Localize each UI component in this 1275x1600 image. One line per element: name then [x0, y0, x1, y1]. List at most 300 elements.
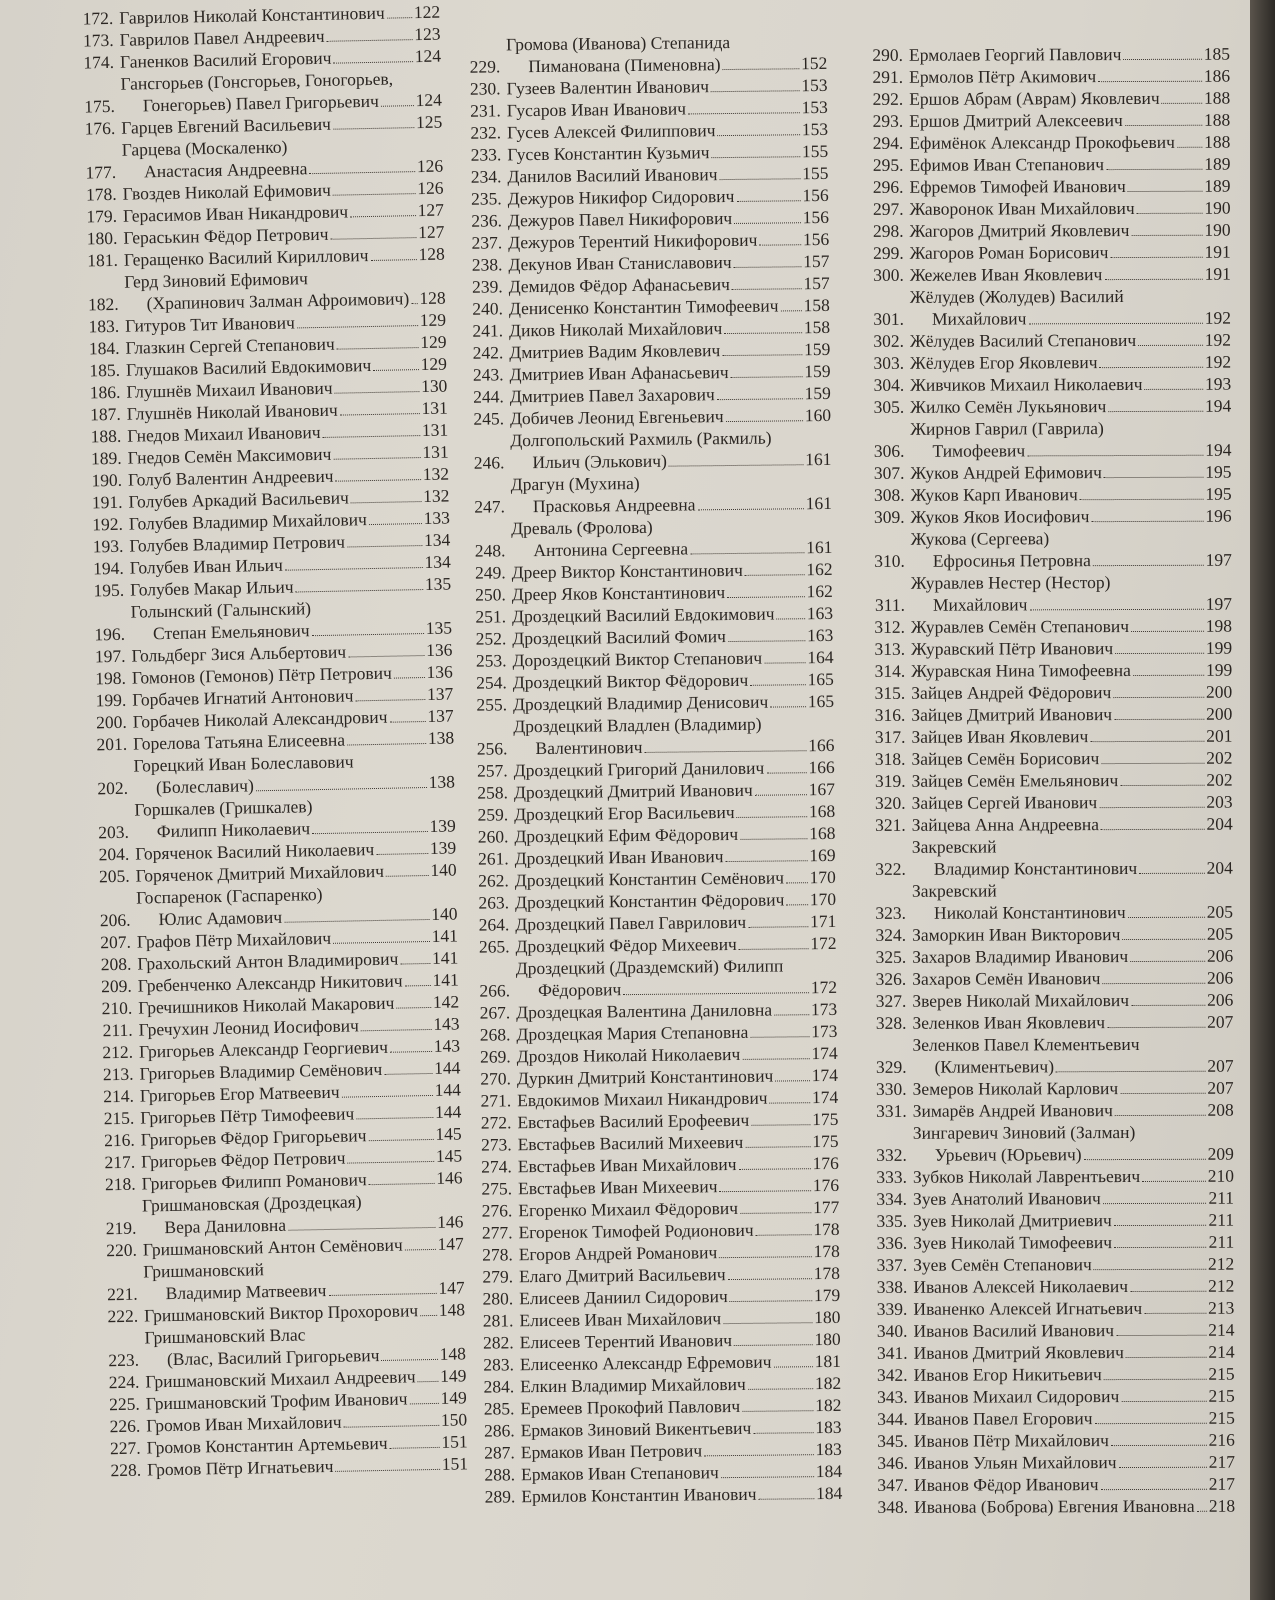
page-number: 216 [1208, 1429, 1235, 1450]
dot-leader [753, 1432, 813, 1434]
entry-number: 182. [87, 293, 119, 315]
entry-name: Госпаренок (Гаспаренко) [135, 884, 323, 908]
page-number: 128 [419, 287, 446, 309]
entry-name: Горяченок Дмитрий Михайлович [135, 860, 385, 886]
entry-number: 220. [106, 1239, 138, 1261]
entry-number: 279. [482, 1266, 514, 1287]
dot-leader [669, 464, 803, 466]
entry-name-continued: Фёдорович [537, 979, 622, 1001]
dot-leader [1098, 81, 1202, 82]
entry-name: Жирнов Гаврил (Гаврила) [910, 418, 1104, 439]
entry-name: Ермаков Иван Петрович [520, 1440, 703, 1463]
dot-leader [1102, 983, 1205, 984]
index-entry [847, 615, 1232, 638]
page-number: 157 [803, 272, 830, 294]
entry-number: 177. [85, 161, 117, 183]
entry-name: Гнедов Семён Максимович [127, 443, 332, 468]
entry-name: Гребенченко Александр Никитович [137, 970, 403, 996]
entry-number: 346. [877, 1452, 908, 1473]
index-entry [846, 197, 1231, 220]
entry-number: 243. [472, 364, 504, 385]
page-number: 200 [1205, 681, 1233, 702]
index-entry [846, 461, 1231, 484]
page-number: 197 [1205, 593, 1232, 614]
dot-leader [405, 985, 431, 986]
dot-leader [1104, 279, 1202, 280]
entry-number: 307. [873, 462, 905, 483]
page-number: 168 [809, 822, 836, 844]
entry-number: 347. [877, 1474, 909, 1495]
dot-leader [418, 1381, 438, 1382]
entry-name: Зайцев Андрей Фёдорович [911, 682, 1112, 703]
dot-leader [690, 552, 804, 554]
dot-leader [734, 266, 802, 268]
entry-name: Гаврилов Павел Андреевич [119, 25, 325, 50]
page-number: 184 [815, 1460, 843, 1482]
page-number: 130 [420, 375, 448, 397]
page-number: 215 [1208, 1363, 1235, 1384]
page-number: 212 [1208, 1275, 1235, 1296]
index-entry [850, 1495, 1235, 1518]
dot-leader [737, 816, 807, 818]
page-number: 125 [415, 111, 443, 133]
page-number: 137 [427, 705, 454, 726]
page-number: 140 [430, 859, 457, 880]
entry-number: 274. [481, 1156, 512, 1177]
page-number: 140 [431, 903, 458, 924]
page-number: 213 [1208, 1297, 1235, 1318]
index-entry [850, 1451, 1235, 1474]
entry-number: 257. [476, 760, 508, 781]
entry-name: Зайцев Иван Яковлевич [911, 726, 1089, 747]
dot-leader [688, 112, 800, 114]
dot-leader [764, 662, 805, 663]
page-number: 165 [807, 690, 835, 712]
entry-name: Зеленков Павел Клементьевич [912, 1033, 1140, 1055]
entry-number: 204. [98, 843, 130, 865]
index-entry [846, 373, 1231, 396]
dot-leader [376, 853, 428, 855]
entry-name-continued: Антонина Сергеевна [533, 538, 689, 561]
index-entry [845, 153, 1230, 176]
entry-number: 190. [91, 469, 123, 491]
entry-number: 256. [476, 738, 508, 759]
entry-number: 231. [470, 100, 501, 121]
page-number: 207 [1207, 1077, 1234, 1098]
entry-name: Евстафьев Иван Михайлович [517, 1153, 737, 1177]
dot-leader [368, 1139, 433, 1141]
dot-leader [645, 750, 807, 753]
entry-number: 315. [874, 682, 906, 703]
dot-leader [411, 303, 417, 304]
entry-name: Иванов Пётр Михайлович [913, 1430, 1109, 1451]
entry-name: Зубков Николай Лаврентьевич [912, 1165, 1141, 1187]
dot-leader [1106, 169, 1202, 170]
dot-leader [1104, 1379, 1207, 1380]
dot-leader [373, 369, 419, 371]
dot-leader [1115, 1115, 1206, 1116]
entry-name: Дороздецкий Виктор Степанович [512, 647, 763, 671]
entry-number: 178. [85, 183, 117, 205]
page-number: 159 [804, 360, 831, 382]
entry-name: Гаврилов Николай Константинович [119, 2, 385, 28]
entry-number: 184. [88, 337, 120, 359]
entry-name: Жукова (Сергеева) [910, 528, 1050, 549]
dot-leader [1101, 763, 1204, 764]
dot-leader [327, 39, 413, 42]
index-entry [846, 395, 1231, 418]
entry-number: 316. [874, 704, 906, 725]
index-entry [70, 792, 456, 843]
page-number: 192 [1204, 307, 1231, 328]
entry-name: Иванов Дмитрий Яковлевич [913, 1342, 1124, 1363]
entry-name: Егоренок Тимофей Родионович [518, 1219, 754, 1243]
entry-number: 267. [479, 1002, 511, 1023]
dot-leader [1123, 59, 1201, 60]
page-number: 143 [433, 1013, 460, 1034]
page-number: 151 [441, 1453, 469, 1474]
dot-leader [347, 545, 422, 547]
entry-number: 270. [480, 1068, 512, 1089]
entry-number: 234. [470, 166, 502, 187]
index-entry [60, 265, 446, 316]
page-number: 194 [1205, 439, 1232, 460]
entry-number: 321. [875, 814, 906, 835]
index-column-1 [55, 1, 468, 1482]
dot-leader [724, 332, 802, 334]
entry-number: 327. [875, 990, 907, 1011]
dot-leader [335, 1469, 439, 1472]
page-number: 145 [435, 1145, 463, 1166]
dot-leader [719, 1256, 811, 1258]
entry-name: Елисеев Терентий Иванович [519, 1330, 733, 1353]
dot-leader [335, 391, 420, 394]
entry-name: Дреер Яков Константинович [511, 582, 726, 605]
entry-name: Голубев Макар Ильич [129, 576, 294, 600]
dot-leader [256, 787, 427, 791]
entry-name-continued: Гонегорьев) Павел Григорьевич [142, 90, 379, 116]
page-number: 131 [422, 441, 449, 463]
entry-number: 345. [877, 1430, 908, 1451]
entry-number: 199. [95, 689, 127, 711]
entry-number: 226. [109, 1415, 141, 1437]
index-entry [845, 65, 1230, 88]
page-number: 161 [805, 448, 832, 470]
entry-number: 337. [876, 1254, 908, 1275]
dot-leader [1120, 1093, 1205, 1094]
entry-name: Григорьев Егор Матвеевич [139, 1081, 340, 1106]
page-number: 141 [431, 925, 459, 946]
entry-name: Жагоров Дмитрий Яковлевич [909, 220, 1130, 241]
entry-name: Гарцева (Москаленко) [121, 136, 288, 160]
dot-leader [1080, 499, 1203, 500]
entry-number: 287. [484, 1442, 515, 1463]
page-number: 153 [801, 96, 828, 118]
entry-name: Глушнёв Николай Иванович [126, 399, 338, 424]
page-edge-shadow [1250, 0, 1275, 1600]
entry-number: 223. [108, 1349, 140, 1371]
entry-number: 258. [477, 782, 509, 803]
index-entry [846, 263, 1231, 286]
entry-name: Горбачев Николай Александрович [132, 706, 388, 732]
entry-number: 289. [484, 1486, 516, 1507]
dot-leader [400, 963, 430, 965]
entry-name-continued: (Климентьевич) [934, 1056, 1055, 1077]
page-number: 179 [813, 1284, 841, 1306]
entry-name: Гольдберг Зися Альбертович [131, 641, 347, 666]
dot-leader [722, 354, 802, 356]
entry-name: Ермолаев Георгий Павлович [909, 44, 1122, 65]
index-entry [849, 1187, 1234, 1210]
entry-number: 180. [86, 227, 118, 249]
entry-number: 260. [477, 826, 509, 847]
entry-name: Зверев Николай Михайлович [912, 990, 1130, 1011]
entry-name: Ефремов Тимофей Иванович [909, 176, 1126, 197]
entry-name: Горшкалев (Гришкалев) [134, 796, 313, 820]
page-number: 205 [1206, 901, 1234, 922]
entry-number: 181. [87, 249, 119, 271]
dot-leader [717, 398, 803, 400]
entry-name: Дроздецкий Ефим Фёдорович [514, 823, 739, 847]
entry-number: 333. [876, 1166, 907, 1187]
dot-leader [381, 105, 414, 107]
dot-leader [740, 838, 807, 840]
entry-name: Ефимов Иван Степанович [909, 154, 1105, 175]
entry-number: 238. [471, 254, 503, 275]
page-number: 137 [426, 683, 454, 704]
page-number: 204 [1206, 857, 1233, 878]
dot-leader [742, 1058, 809, 1060]
entry-name: Гансгорьев (Гонсгорьев, Гоногорьев, [120, 68, 394, 94]
entry-name: Гришмановский Трофим Иванович [145, 1388, 408, 1414]
entry-number: 265. [478, 936, 510, 957]
entry-number: 230. [469, 78, 501, 99]
page-number: 171 [809, 910, 837, 932]
index-entry [850, 1407, 1235, 1430]
index-entry [848, 813, 1233, 836]
entry-name-continued: Степан Емельянович [152, 620, 310, 644]
page-number: 144 [433, 1057, 461, 1078]
entry-name-continued: Валентинович [535, 736, 643, 759]
dot-leader [1130, 961, 1205, 962]
dot-leader [1131, 235, 1202, 236]
entry-name: Дроздецкий Иван Иванович [514, 846, 724, 869]
entry-number: 331. [876, 1100, 907, 1121]
dot-leader [1131, 631, 1204, 632]
entry-number: 196. [94, 623, 126, 645]
entry-number: 185. [89, 359, 121, 381]
page-number: 159 [803, 338, 831, 360]
entry-name: Дмитриев Павел Захарович [509, 384, 715, 407]
entry-number: 334. [876, 1188, 908, 1209]
entry-number: 303. [873, 352, 905, 373]
dot-leader [1095, 1423, 1207, 1424]
dot-leader [759, 244, 801, 245]
entry-number: 241. [472, 320, 504, 341]
entry-number: 244. [473, 386, 504, 407]
entry-number: 229. [469, 56, 501, 77]
dot-leader [1028, 323, 1202, 325]
page-number: 184 [815, 1482, 843, 1504]
entry-number: 174. [83, 51, 115, 73]
entry-name: Ганенков Василий Егорович [119, 47, 332, 72]
page-number: 127 [417, 199, 445, 221]
entry-name: Григорьев Александр Георгиевич [138, 1036, 389, 1062]
index-entry [848, 967, 1233, 990]
entry-name: Зайцев Дмитрий Иванович [911, 704, 1113, 725]
page-number: 183 [815, 1438, 842, 1460]
entry-number: 319. [874, 770, 906, 791]
page-number: 211 [1208, 1187, 1235, 1208]
page-number: 153 [801, 74, 828, 96]
entry-name: Елкин Владимир Михайлович [520, 1373, 746, 1397]
dot-leader [770, 1102, 810, 1103]
page-number: 183 [815, 1416, 842, 1438]
page-number: 200 [1206, 703, 1233, 724]
dot-leader [704, 1454, 813, 1456]
entry-name: Голубев Иван Ильич [129, 554, 284, 578]
page-number: 123 [414, 23, 441, 45]
index-entry [846, 417, 1231, 462]
page-number: 217 [1208, 1451, 1235, 1472]
dot-leader [1027, 455, 1203, 457]
entry-name: Иванов Ульян Михайлович [913, 1452, 1117, 1473]
dot-leader [786, 882, 808, 883]
page-number: 174 [811, 1042, 838, 1064]
dot-leader [721, 1476, 814, 1478]
entry-number: 193. [92, 535, 124, 557]
index-entry [847, 637, 1232, 660]
entry-name: Демидов Фёдор Афанасьевич [508, 274, 730, 297]
page-number: 161 [806, 536, 833, 558]
entry-name: Захаров Семён Иванович [912, 968, 1101, 989]
dot-leader [356, 1117, 433, 1119]
entry-name: Драгун (Мухина) [510, 472, 640, 495]
dot-leader [1137, 213, 1203, 214]
entry-name: Гусев Алексей Филиппович [506, 120, 716, 143]
dot-leader [296, 589, 423, 592]
page-number: 146 [436, 1211, 464, 1232]
dot-leader [734, 222, 801, 224]
dot-leader [1128, 191, 1202, 192]
entry-number: 266. [479, 980, 511, 1001]
entry-name: Егоров Андрей Романович [518, 1242, 718, 1265]
dot-leader [1093, 565, 1204, 566]
entry-number: 242. [472, 342, 504, 363]
page-number: 124 [415, 89, 443, 111]
entry-name: Жуков Андрей Ефимович [910, 462, 1102, 483]
entry-name: Зуев Николай Дмитриевич [913, 1210, 1112, 1231]
entry-number: 302. [873, 330, 905, 351]
index-entry [447, 514, 832, 562]
page-number: 188 [1203, 109, 1231, 130]
entry-name: Громов Пётр Игнатьевич [146, 1455, 334, 1480]
entry-number: 292. [872, 88, 904, 109]
entry-number: 301. [873, 308, 904, 329]
page-number: 158 [803, 294, 830, 316]
page-number: 212 [1207, 1253, 1235, 1274]
page-number: 166 [808, 756, 835, 778]
entry-name: Гнедов Михаил Иванович [127, 421, 321, 446]
entry-name: Иванов Егор Никитьевич [913, 1364, 1102, 1385]
entry-name: Горелова Татьяна Елисеевна [132, 729, 346, 754]
page-number: 201 [1206, 725, 1233, 746]
entry-name-continued: (Храпинович Залман Афроимович) [146, 288, 410, 314]
dot-leader [742, 1410, 813, 1412]
entry-name: Гришмановский [143, 1259, 265, 1282]
entry-number: 259. [477, 804, 509, 825]
entry-name: Добичев Леонид Евгеньевич [509, 406, 724, 429]
index-entry [850, 1363, 1235, 1386]
entry-number: 192. [92, 513, 124, 535]
entry-name: Журавлев Нестер (Нестор) [910, 572, 1111, 593]
page-number: 176 [812, 1152, 839, 1174]
entry-number: 245. [473, 408, 505, 429]
entry-number: 290. [872, 44, 904, 65]
entry-name-continued: Прасковья Андреевна [532, 494, 696, 517]
entry-number: 336. [876, 1232, 908, 1253]
entry-name: Зуев Анатолий Иванович [912, 1188, 1101, 1209]
dot-leader [1131, 1005, 1205, 1006]
dot-leader [1094, 1269, 1206, 1270]
page-number: 204 [1206, 813, 1233, 834]
page-number: 126 [416, 155, 444, 177]
page-number: 197 [1205, 549, 1232, 570]
entry-number: 284. [483, 1376, 515, 1397]
page-number: 191 [1204, 263, 1231, 284]
entry-number: 172. [82, 7, 114, 29]
entry-name: Декунов Иван Станиславович [508, 251, 732, 275]
entry-name: Ершов Абрам (Аврам) Яковлевич [909, 87, 1160, 109]
dot-leader [775, 1080, 809, 1081]
page-number: 170 [809, 866, 836, 888]
page-number: 178 [813, 1218, 840, 1240]
page-number: 132 [422, 485, 450, 507]
page-number: 202 [1206, 747, 1233, 768]
page-number: 206 [1206, 945, 1234, 966]
dot-leader [731, 376, 803, 378]
index-entry [850, 1341, 1235, 1364]
index-entry [849, 1209, 1234, 1232]
entry-number: 214. [103, 1085, 135, 1107]
dot-leader [330, 237, 416, 240]
entry-name: Гвоздев Николай Ефимович [122, 179, 332, 204]
entry-name: Закревский [911, 880, 997, 901]
entry-name: Гусаров Иван Иванович [506, 98, 687, 121]
entry-number: 183. [88, 315, 120, 337]
dot-leader [1103, 1203, 1207, 1204]
entry-name: Гарцев Евгений Васильевич [121, 113, 332, 138]
entry-number: 206. [99, 909, 131, 931]
page-number: 144 [434, 1101, 462, 1122]
entry-number: 213. [102, 1063, 134, 1085]
index-entry [847, 483, 1232, 506]
page-number: 214 [1208, 1319, 1235, 1340]
entry-number: 198. [95, 667, 127, 689]
entry-name: Гришмановский Влас [144, 1324, 306, 1348]
page-number: 191 [1204, 241, 1231, 262]
entry-number: 200. [95, 711, 127, 733]
entry-number: 348. [877, 1496, 909, 1517]
dot-leader [1114, 719, 1204, 720]
dot-leader [342, 1095, 433, 1098]
page-number: 190 [1204, 197, 1231, 218]
entry-number: 343. [877, 1386, 908, 1407]
entry-number: 250. [475, 584, 506, 605]
entry-name: Ермолов Пётр Акимович [909, 66, 1097, 87]
index-entry [846, 329, 1231, 352]
entry-number: 221. [106, 1283, 138, 1305]
